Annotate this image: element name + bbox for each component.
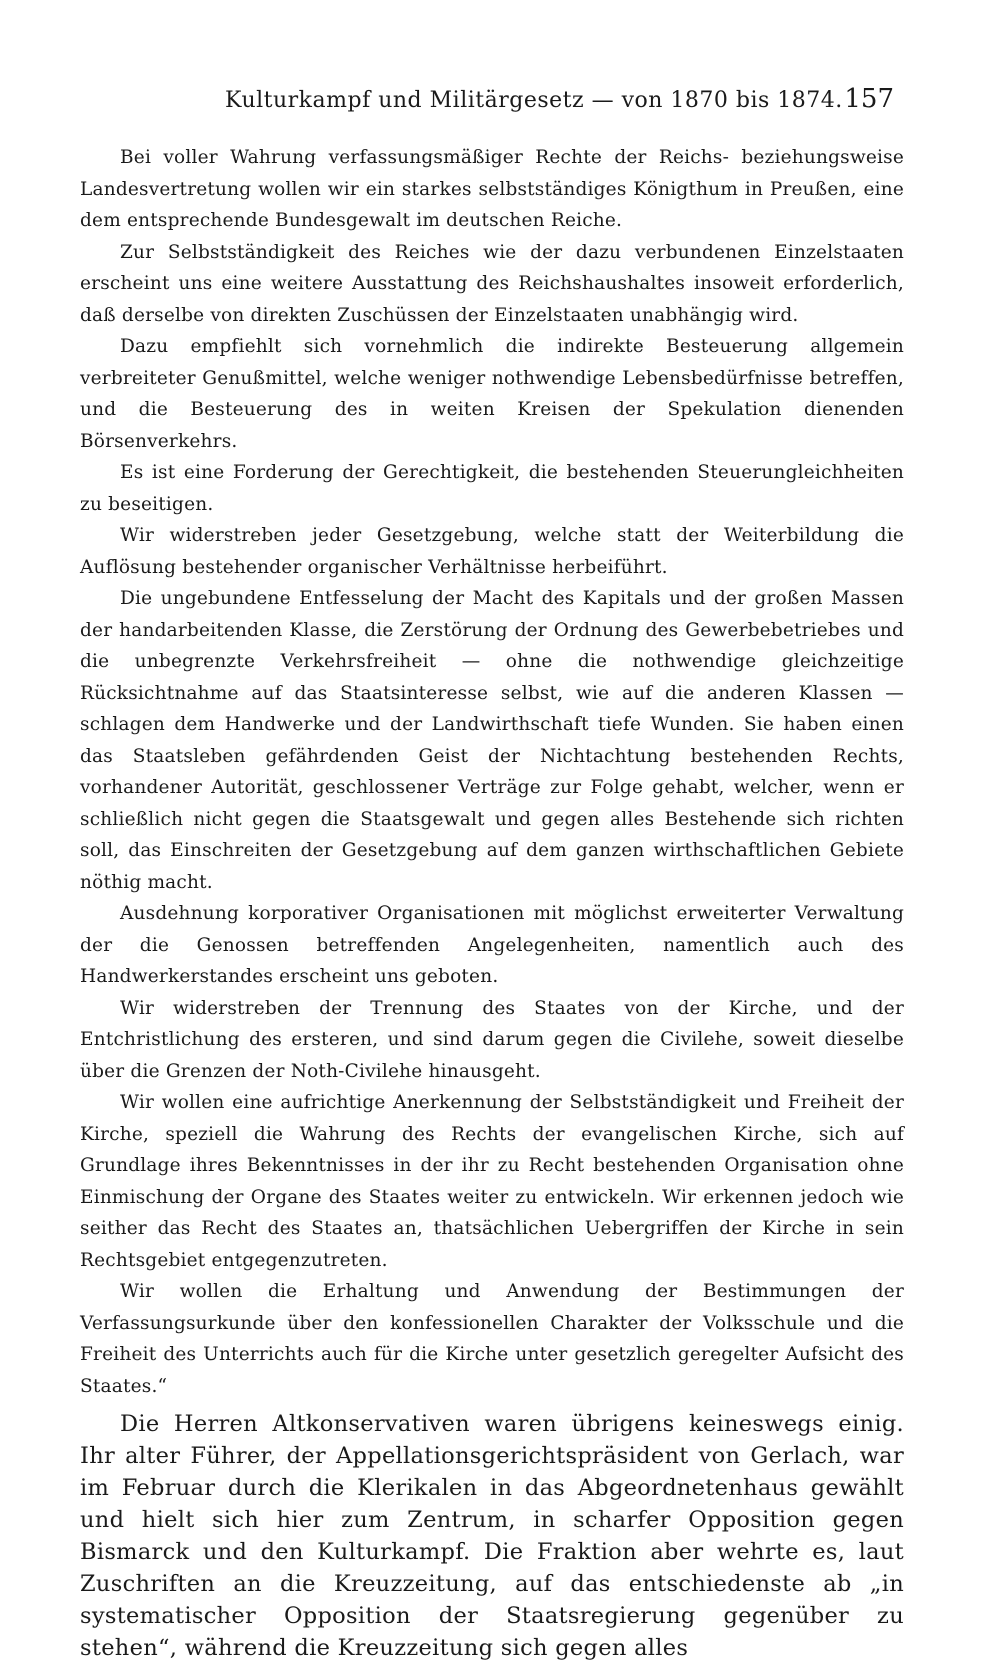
running-title: Kulturkampf und Militärgesetz — von 1870 bis 1874.: [225, 88, 843, 113]
page-number: 157: [844, 84, 894, 114]
quote-paragraph: Wir wollen eine aufrichtige Anerkennung der Selbstständigkeit und Freiheit der Kirche, speziell die Wahrung des Rechts der evangelischen Kirche, sich auf Grundlage ihres Bekenntnisses in der ihr zu Recht bestehenden Organisation ohne Einmischung der Organe des Staates weiter zu entwickeln. Wir erkennen jedoch wie seither das Recht des Staates an, thatsächlichen Uebergriffen der Kirche in sein Rechtsgebiet entgegenzutreten.: [80, 1092, 904, 1271]
quote-paragraph: Wir widerstreben jeder Gesetzgebung, welche statt der Weiterbildung die Auflösung bestehender organischer Verhältnisse herbeiführt.: [80, 525, 904, 578]
quote-paragraph: Es ist eine Forderung der Gerechtigkeit, die bestehenden Steuerungleichheiten zu beseitigen.: [80, 462, 904, 515]
main-text: [80, 1408, 904, 1664]
quoted-program-text: [80, 142, 904, 1402]
quote-paragraph: Dazu empfiehlt sich vornehmlich die indirekte Besteuerung allgemein verbreiteter Genußmittel, welche weniger nothwendige Lebensbedürfnisse betreffen, und die Besteuerung des in weiten Kreisen der Spekulation dienenden Börsenverkehrs.: [80, 336, 904, 452]
page-header: [80, 84, 904, 128]
quote-paragraph: Wir wollen die Erhaltung und Anwendung der Bestimmungen der Verfassungsurkunde über den konfessionellen Charakter der Volksschule und die Freiheit des Unterrichts auch für die Kirche unter gesetzlich geregelter Aufsicht des Staates.“: [80, 1281, 904, 1397]
quote-paragraph: Ausdehnung korporativer Organisationen mit möglichst erweiterter Verwaltung der die Genossen betreffenden Angelegenheiten, namentlich auch des Handwerkerstandes erscheint uns geboten.: [80, 903, 904, 987]
quote-paragraph: Zur Selbstständigkeit des Reiches wie der dazu verbundenen Einzelstaaten erscheint uns eine weitere Ausstattung des Reichshaushaltes insoweit erforderlich, daß derselbe von direkten Zuschüssen der Einzelstaaten unabhängig wird.: [80, 241, 904, 326]
quote-paragraph: Bei voller Wahrung verfassungsmäßiger Rechte der Reichs- beziehungsweise Landesvertretung wollen wir ein starkes selbstständiges Königthum in Preußen, eine dem entsprechende Bundesgewalt im deutschen Reiche.: [80, 147, 904, 231]
quote-paragraph: Wir widerstreben der Trennung des Staates von der Kirche, und der Entchristlichung des ersteren, und sind darum gegen die Civilehe, soweit dieselbe über die Grenzen der Noth-Civilehe hinausgeht.: [80, 997, 904, 1082]
quote-paragraph: Die ungebundene Entfesselung der Macht des Kapitals und der großen Massen der handarbeitenden Klasse, die Zerstörung der Ordnung des Gewerbebetriebes und die unbegrenzte Verkehrsfreiheit — ohne die nothwendige gleichzeitige Rücksichtnahme auf das Staatsinteresse selbst, wie auf die anderen Klassen — schlagen dem Handwerke und der Landwirthschaft tiefe Wunden. Sie haben einen das Staatsleben gefährdenden Geist der Nichtachtung bestehenden Rechts, vorhandener Autorität, geschlossener Verträge zur Folge gehabt, welcher, wenn er schließlich nicht gegen die Staatsgewalt und gegen alles Bestehende sich richten soll, das Einschreiten der Gesetzgebung auf dem ganzen wirthschaftlichen Gebiete nöthig macht.: [80, 588, 904, 893]
body-paragraph: Die Herren Altkonservativen waren übrigens keineswegs einig. Ihr alter Führer, der Appellationsgerichtspräsident von Gerlach, war im Februar durch die Klerikalen in das Abgeordnetenhaus gewählt und hielt sich hier zum Zentrum, in scharfer Opposition gegen Bismarck und den Kulturkampf. Die Fraktion aber wehrte es, laut Zuschriften an die Kreuzzeitung, auf das entschiedenste ab „in systematischer Opposition der Staatsregierung gegenüber zu stehen“, während die Kreuzzeitung sich gegen alles: [80, 1411, 904, 1661]
